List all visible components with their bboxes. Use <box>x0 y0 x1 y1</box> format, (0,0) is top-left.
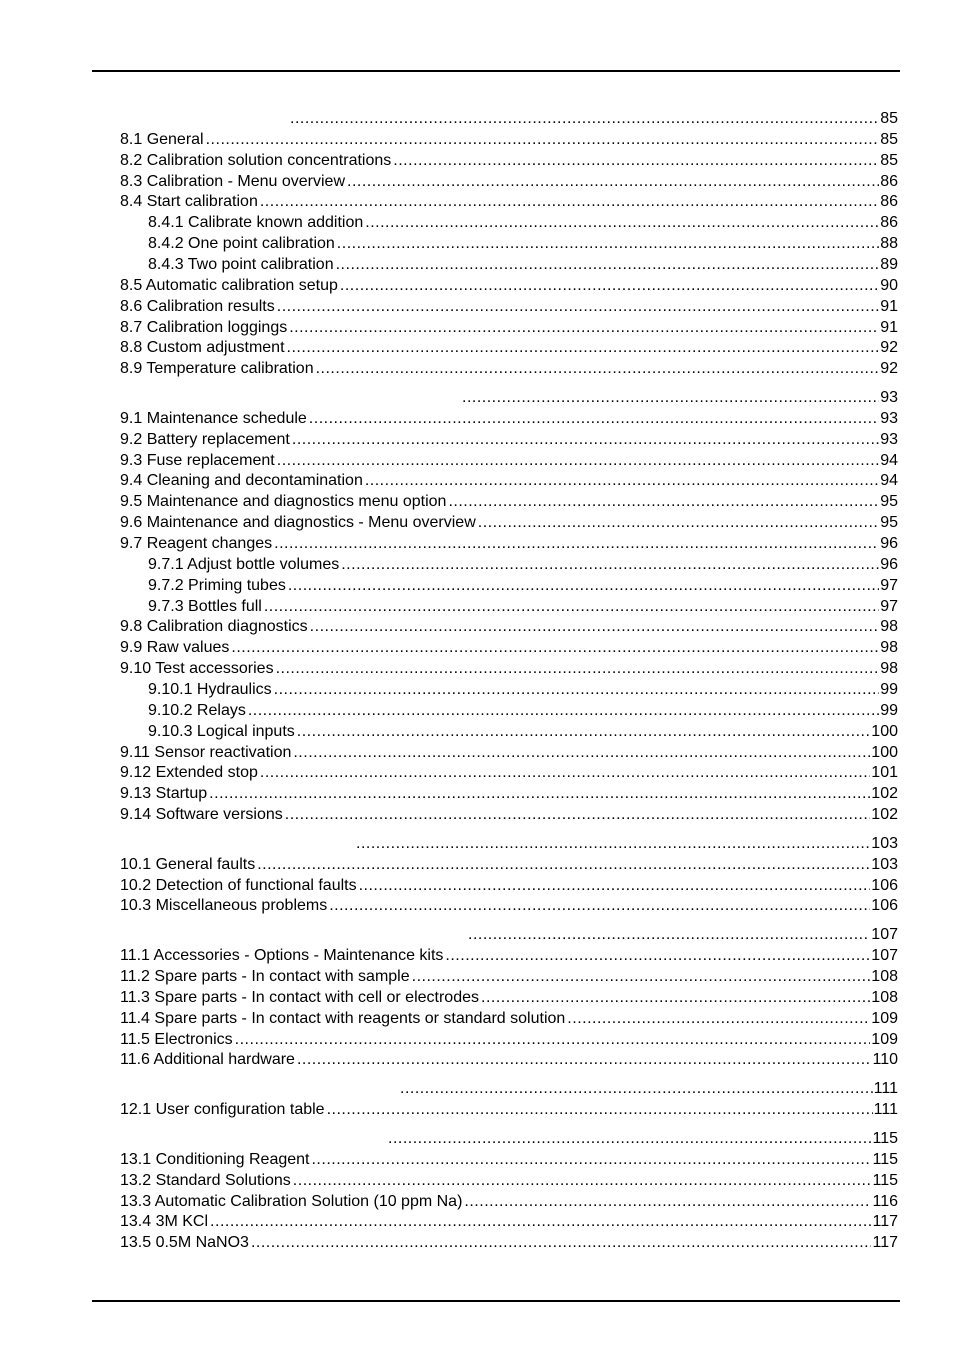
toc-leader-dots <box>297 721 871 742</box>
toc-leader-dots <box>393 150 879 171</box>
toc-entry-page: 100 <box>871 722 898 740</box>
toc-entry-page: 91 <box>880 318 898 336</box>
toc-entry[interactable] <box>120 945 898 966</box>
toc-entry-page: 117 <box>872 1234 898 1252</box>
toc-chapter-entry[interactable] <box>398 1078 898 1099</box>
toc-leader-dots <box>209 783 870 804</box>
header-rule <box>92 70 900 72</box>
toc-entry-page: 97 <box>880 576 898 594</box>
toc-entry-title: 9.7.1 Adjust bottle volumes <box>148 555 340 573</box>
toc-entry-page: 108 <box>871 988 898 1006</box>
toc-leader-dots <box>341 554 879 575</box>
toc-entry[interactable] <box>148 254 898 275</box>
toc-leader-dots <box>567 1008 870 1029</box>
toc-entry[interactable] <box>148 233 898 254</box>
toc-entry[interactable] <box>148 721 898 742</box>
toc-leader-dots <box>287 337 880 358</box>
toc-chapter-entry[interactable] <box>460 387 898 408</box>
toc-entry[interactable] <box>120 296 898 317</box>
toc-leader-dots <box>293 1170 872 1191</box>
toc-entry-title: 9.8 Calibration diagnostics <box>120 618 308 636</box>
toc-entry-title: 9.7 Reagent changes <box>120 535 273 552</box>
toc-entry-page: 111 <box>873 1101 898 1119</box>
toc-leader-dots <box>206 129 880 150</box>
toc-leader-dots <box>260 762 870 783</box>
toc-chapter-entry[interactable] <box>466 924 898 945</box>
footer-rule <box>92 1300 900 1302</box>
toc-entry-title: 9.14 Software versions <box>120 806 283 824</box>
toc-entry[interactable] <box>120 337 898 358</box>
toc-entry[interactable] <box>148 596 898 617</box>
toc-leader-dots <box>347 171 879 192</box>
toc-entry-page: 109 <box>871 1030 898 1048</box>
toc-leader-dots <box>336 254 880 275</box>
toc-entry[interactable] <box>148 212 898 233</box>
toc-entry-title: 13.3 Automatic Calibration Solution (10 ppm Na) <box>120 1192 463 1210</box>
toc-entry-title: 11.1 Accessories - Options - Maintenance kits <box>120 947 444 965</box>
toc-leader-dots <box>276 658 880 679</box>
toc-entry-page: 115 <box>872 1129 898 1147</box>
toc-entry-title: 9.10 Test accessories <box>120 660 274 678</box>
toc-entry-page: 117 <box>872 1213 898 1231</box>
toc-leader-dots <box>274 679 880 700</box>
toc-entry-title: 9.7.2 Priming tubes <box>148 576 286 594</box>
toc-leader-dots <box>356 833 870 854</box>
toc-leader-dots <box>293 742 870 763</box>
toc-leader-dots <box>277 450 879 471</box>
toc-entry[interactable] <box>120 804 898 825</box>
toc-entry-page: 88 <box>880 235 898 253</box>
toc-entry-page: 98 <box>880 618 898 636</box>
toc-entry[interactable] <box>148 700 898 721</box>
toc-entry-page: 93 <box>880 409 898 427</box>
toc-entry[interactable] <box>120 742 898 763</box>
toc-entry-page: 103 <box>871 834 898 852</box>
toc-entry[interactable] <box>148 554 898 575</box>
toc-entry[interactable] <box>120 1149 898 1170</box>
toc-entry[interactable] <box>120 1170 898 1191</box>
toc-leader-dots <box>337 233 879 254</box>
toc-entry[interactable] <box>120 450 898 471</box>
toc-entry-page: 92 <box>880 339 898 357</box>
toc-entry-title: 11.2 Spare parts - In contact with sample <box>120 968 410 985</box>
toc-entry-page: 101 <box>871 764 898 782</box>
toc-leader-dots <box>235 1029 871 1050</box>
toc-leader-dots <box>365 212 879 233</box>
toc-entry-page: 111 <box>873 1080 898 1098</box>
toc-entry-title: 8.4.2 One point calibration <box>148 235 335 253</box>
toc-entry-page: 102 <box>871 785 898 803</box>
toc-entry-page: 107 <box>871 947 898 965</box>
toc-entry-title: 8.6 Calibration results <box>120 297 275 315</box>
toc-leader-dots <box>260 191 879 212</box>
toc-entry-page: 97 <box>880 597 898 615</box>
toc-entry-page: 86 <box>880 214 898 232</box>
toc-entry-page: 110 <box>872 1051 898 1069</box>
toc-entry[interactable] <box>120 875 898 896</box>
toc-entry[interactable] <box>120 1232 898 1253</box>
toc-entry-title: 9.5 Maintenance and diagnostics menu option <box>120 493 447 511</box>
toc-entry-title: 11.3 Spare parts - In contact with cell or electrodes <box>120 988 479 1006</box>
toc-entry[interactable] <box>120 658 898 679</box>
toc-entry-title: 11.4 Spare parts - In contact with reagents or standard solution <box>120 1009 566 1027</box>
toc-entry-page: 98 <box>880 660 898 678</box>
toc-leader-dots <box>478 512 879 533</box>
toc-entry-page: 91 <box>880 297 898 315</box>
toc-entry-page: 115 <box>872 1150 898 1168</box>
toc-entry-page: 99 <box>880 701 898 719</box>
toc-entry-title: 8.9 Temperature calibration <box>120 360 314 378</box>
toc-entry-title: 9.4 Cleaning and decontamination <box>120 472 363 490</box>
toc-entry[interactable] <box>120 987 898 1008</box>
toc-entry[interactable] <box>148 575 898 596</box>
toc-entry-page: 93 <box>880 430 898 448</box>
toc-entry-title: 9.10.1 Hydraulics <box>148 680 272 698</box>
toc-leader-dots <box>285 804 871 825</box>
toc-entry-title: 8.4.3 Two point calibration <box>148 255 334 273</box>
toc-entry[interactable] <box>120 616 898 637</box>
toc-leader-dots <box>311 1149 871 1170</box>
toc-entry[interactable] <box>120 1211 898 1232</box>
toc-leader-dots <box>210 1211 871 1232</box>
toc-leader-dots <box>289 317 879 338</box>
toc-chapter-entry[interactable] <box>386 1128 898 1149</box>
toc-leader-dots <box>359 875 871 896</box>
toc-entry-page: 100 <box>871 743 898 761</box>
toc-entry-title: 8.4 Start calibration <box>120 193 258 211</box>
toc-entry-page: 96 <box>880 555 898 573</box>
toc-chapter-entry[interactable] <box>288 108 898 129</box>
toc-leader-dots <box>329 895 870 916</box>
toc-entry[interactable] <box>120 1008 898 1029</box>
toc-entry-title: 10.2 Detection of functional faults <box>120 876 357 894</box>
toc-entry-page: 115 <box>872 1171 898 1189</box>
toc-entry-page: 107 <box>871 926 898 944</box>
toc-entry-title: 9.7.3 Bottles full <box>148 597 262 615</box>
toc-leader-dots <box>327 1099 873 1120</box>
toc-entry-page: 116 <box>872 1192 898 1210</box>
toc-entry-page: 92 <box>880 360 898 378</box>
toc-leader-dots <box>290 108 879 129</box>
toc-leader-dots <box>445 945 870 966</box>
toc-leader-dots <box>316 358 880 379</box>
toc-entry-title: 9.1 Maintenance schedule <box>120 409 307 427</box>
toc-chapter-entry[interactable] <box>354 833 898 854</box>
toc-entry-page: 90 <box>880 276 898 294</box>
toc-entry[interactable] <box>120 171 898 192</box>
toc-entry-page: 106 <box>871 876 898 894</box>
toc-entry-title: 9.3 Fuse replacement <box>120 451 275 469</box>
toc-entry-page: 85 <box>880 151 898 169</box>
toc-entry[interactable] <box>120 1099 898 1120</box>
toc-leader-dots <box>340 275 879 296</box>
toc-entry-page: 94 <box>880 451 898 469</box>
toc-leader-dots <box>481 987 870 1008</box>
toc-entry-title: 9.6 Maintenance and diagnostics - Menu overview <box>120 514 476 532</box>
toc-entry[interactable] <box>120 491 898 512</box>
toc-entry[interactable] <box>148 679 898 700</box>
toc-entry-page: 85 <box>880 110 898 127</box>
toc-entry-page: 98 <box>880 639 898 657</box>
toc-entry-title: 8.2 Calibration solution concentrations <box>120 151 392 169</box>
toc-leader-dots <box>468 924 870 945</box>
toc-entry-page: 95 <box>880 493 898 511</box>
toc-entry[interactable] <box>120 317 898 338</box>
toc-entry-title: 13.5 0.5M NaNO3 <box>120 1234 249 1252</box>
toc-leader-dots <box>264 596 879 617</box>
toc-entry[interactable] <box>120 854 898 875</box>
toc-entry-title: 12.1 User configuration table <box>120 1101 325 1119</box>
toc-entry-title: 9.2 Battery replacement <box>120 430 290 448</box>
toc-entry-page: 85 <box>880 130 898 148</box>
toc-entry-title: 10.3 Miscellaneous problems <box>120 897 328 915</box>
toc-entry[interactable] <box>120 1049 898 1070</box>
toc-leader-dots <box>310 616 880 637</box>
toc-entry-page: 89 <box>880 255 898 273</box>
toc-leader-dots <box>251 1232 872 1253</box>
toc-entry-page: 86 <box>880 193 898 211</box>
toc-leader-dots <box>388 1128 871 1149</box>
toc-leader-dots <box>292 429 879 450</box>
toc-entry[interactable] <box>120 762 898 783</box>
toc-entry-page: 99 <box>880 680 898 698</box>
toc-entry-page: 93 <box>880 389 898 407</box>
toc-entry-page: 102 <box>871 806 898 824</box>
toc-entry-title: 8.4.1 Calibrate known addition <box>148 214 364 232</box>
toc-entry[interactable] <box>120 637 898 658</box>
toc-entry-page: 108 <box>871 968 898 985</box>
toc-entry[interactable] <box>120 1029 898 1050</box>
toc-entry[interactable] <box>120 895 898 916</box>
toc-entry-title: 8.8 Custom adjustment <box>120 339 285 357</box>
toc-leader-dots <box>248 700 879 721</box>
toc-entry[interactable] <box>120 150 898 171</box>
toc-leader-dots <box>257 854 870 875</box>
toc-entry-page: 96 <box>880 535 898 552</box>
toc-entry-page: 86 <box>880 172 898 190</box>
toc-entry[interactable] <box>120 512 898 533</box>
toc-entry[interactable] <box>120 129 898 150</box>
toc-entry-page: 103 <box>871 855 898 873</box>
toc-leader-dots <box>309 408 879 429</box>
toc-entry-title: 9.10.3 Logical inputs <box>148 722 295 740</box>
toc-entry-title: 10.1 General faults <box>120 855 256 873</box>
toc-leader-dots <box>231 637 879 658</box>
toc-entry[interactable] <box>120 358 898 379</box>
toc-entry[interactable] <box>120 191 898 212</box>
toc-entry-page: 94 <box>880 472 898 490</box>
toc-leader-dots <box>274 533 879 554</box>
toc-entry-title: 13.4 3M KCl <box>120 1213 209 1231</box>
toc-entry-title: 11.5 Electronics <box>120 1030 233 1048</box>
toc-entry-title: 9.13 Startup <box>120 785 208 803</box>
toc-entry-title: 8.7 Calibration loggings <box>120 318 288 336</box>
toc-entry[interactable] <box>120 408 898 429</box>
toc-entry[interactable] <box>120 966 898 987</box>
toc-leader-dots <box>365 470 879 491</box>
toc-leader-dots <box>412 966 871 987</box>
toc-entry-title: 9.11 Sensor reactivation <box>120 743 292 761</box>
toc-entry[interactable] <box>120 533 898 554</box>
toc-entry[interactable] <box>120 275 898 296</box>
toc-entry-title: 8.3 Calibration - Menu overview <box>120 172 345 190</box>
toc-entry-page: 106 <box>871 897 898 915</box>
toc-entry-title: 9.9 Raw values <box>120 639 230 657</box>
toc-leader-dots <box>400 1078 873 1099</box>
toc-entry-title: 8.1 General <box>120 130 204 148</box>
toc-entry-page: 95 <box>880 514 898 532</box>
toc-entry[interactable] <box>120 783 898 804</box>
toc-entry[interactable] <box>120 429 898 450</box>
toc-leader-dots <box>277 296 879 317</box>
toc-leader-dots <box>448 491 879 512</box>
toc-entry-title: 9.12 Extended stop <box>120 764 258 782</box>
toc-entry-title: 13.2 Standard Solutions <box>120 1171 291 1189</box>
toc-leader-dots <box>297 1049 872 1070</box>
toc-leader-dots <box>288 575 879 596</box>
toc-entry[interactable] <box>120 1191 898 1212</box>
toc-entry[interactable] <box>120 470 898 491</box>
toc-leader-dots <box>462 387 879 408</box>
toc-leader-dots <box>464 1191 871 1212</box>
toc-entry-title: 9.10.2 Relays <box>148 701 246 719</box>
toc-entry-title: 8.5 Automatic calibration setup <box>120 276 338 294</box>
toc-entry-title: 11.6 Additional hardware <box>120 1051 295 1069</box>
toc-entry-title: 13.1 Conditioning Reagent <box>120 1150 310 1168</box>
toc-entry-page: 109 <box>871 1009 898 1027</box>
